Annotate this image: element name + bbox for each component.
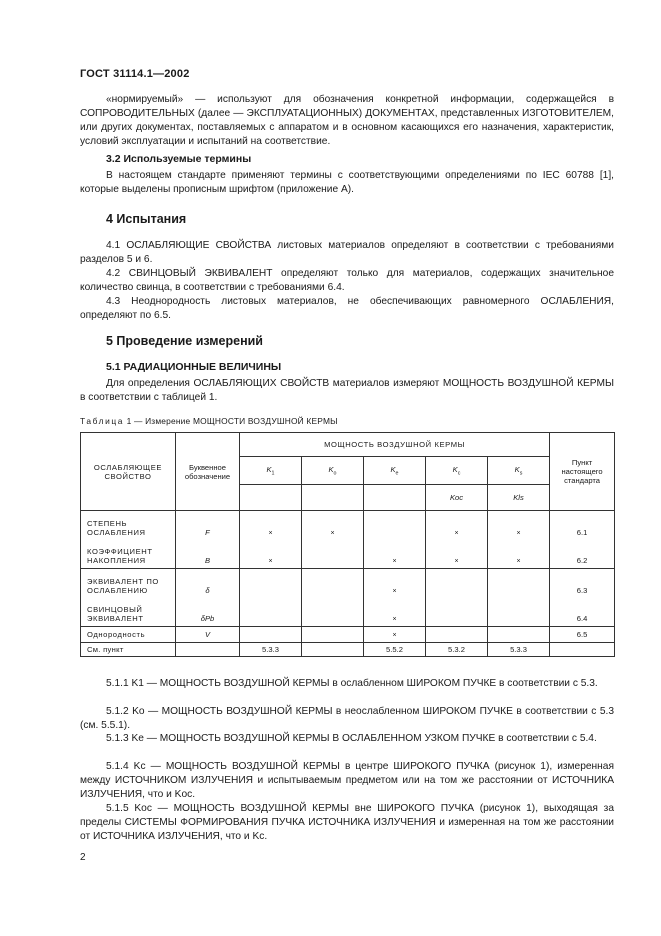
- section-4-2: 4.2 СВИНЦОВЫЙ ЭКВИВАЛЕНТ определяют только для материалов, содержащих значительное количество свинца, в соответствии с требованиями 6.4.: [80, 268, 614, 293]
- document-header: ГОСТ 31114.1—2002: [80, 68, 190, 80]
- row-mark: [426, 627, 488, 643]
- k-symbol: K: [266, 464, 272, 474]
- row-mark: [302, 598, 364, 627]
- section-3-2-title: 3.2 Используемые термины: [106, 153, 252, 165]
- row-property-name: Однородность: [81, 627, 176, 643]
- footer-value: 5.3.3: [240, 643, 302, 657]
- k-col-header-3: [426, 457, 488, 485]
- row-mark: [488, 569, 550, 598]
- section-5-1-title: 5.1 РАДИАЦИОННЫЕ ВЕЛИЧИНЫ: [106, 361, 282, 373]
- definition-5-1-4: 5.1.4 Kc — МОЩНОСТЬ ВОЗДУШНОЙ КЕРМЫ в центре ШИРОКОГО ПУЧКА (рисунок 1), измеренная между ИСТОЧНИКОМ ИЗЛУЧЕНИЯ и испытываемым предметом или на том же расстоянии от ИСТОЧНИКА ИЗЛУЧЕНИЯ, что и Koc.: [80, 761, 614, 800]
- row-property-name: КОЭФФИЦИЕНТ НАКОПЛЕНИЯ: [81, 540, 176, 569]
- k-symbol: K: [452, 464, 458, 474]
- table-row: [81, 540, 615, 569]
- row-mark: ×: [240, 511, 302, 540]
- table-caption-rest: 1 — Измерение МОЩНОСТИ ВОЗДУШНОЙ КЕРМЫ: [126, 416, 338, 426]
- row-mark: ×: [364, 598, 426, 627]
- col-header-property: ОСЛАБЛЯЮЩЕЕ СВОЙСТВО: [81, 433, 176, 511]
- row-symbol: B: [176, 540, 240, 569]
- k-col-subheader-0: [240, 485, 302, 511]
- definition-5-1-1: 5.1.1 K1 — МОЩНОСТЬ ВОЗДУШНОЙ КЕРМЫ в ослабленном ШИРОКОМ ПУЧКЕ в соответствии с 5.3.: [106, 678, 598, 689]
- row-item: 6.2: [550, 540, 615, 569]
- section-4-1: 4.1 ОСЛАБЛЯЮЩИЕ СВОЙСТВА листовых материалов определяют в соответствии с требованиями разделов 5 и 6.: [80, 240, 614, 265]
- k-subscript: 1: [271, 470, 275, 477]
- row-item: 6.1: [550, 511, 615, 540]
- col-header-item: Пункт настоящего стандарта: [550, 433, 615, 511]
- k-symbol: K: [328, 464, 334, 474]
- k-subscript: s: [519, 470, 523, 477]
- section-5-title: 5 Проведение измерений: [106, 334, 263, 348]
- section-4-title: 4 Испытания: [106, 212, 187, 226]
- section-3-2-text: В настоящем стандарте применяют термины с соответствующими определениями по IEC 60788 [1], которые выделены прописным шрифтом (приложение А).: [80, 170, 614, 195]
- row-mark: [488, 598, 550, 627]
- k-col-subheader-4: Kls: [488, 485, 550, 511]
- table-row: [81, 598, 615, 627]
- row-mark: ×: [488, 540, 550, 569]
- footer-label: См. пункт: [81, 643, 176, 657]
- k-col-header-2: [364, 457, 426, 485]
- row-symbol: δPb: [176, 598, 240, 627]
- page-number: 2: [80, 852, 86, 863]
- row-mark: ×: [488, 511, 550, 540]
- k-col-header-4: [488, 457, 550, 485]
- k-col-subheader-1: [302, 485, 364, 511]
- row-mark: ×: [426, 540, 488, 569]
- row-mark: [302, 540, 364, 569]
- row-mark: ×: [364, 540, 426, 569]
- row-mark: ×: [302, 511, 364, 540]
- table-caption: [80, 416, 338, 426]
- k-subscript: o: [333, 470, 337, 477]
- table-row: [81, 627, 615, 643]
- row-mark: ×: [240, 540, 302, 569]
- footer-value: 5.5.2: [364, 643, 426, 657]
- row-item: 6.4: [550, 598, 615, 627]
- k-col-subheader-3: Koc: [426, 485, 488, 511]
- row-mark: [302, 569, 364, 598]
- k-symbol: K: [390, 464, 396, 474]
- row-mark: [426, 598, 488, 627]
- row-mark: [240, 598, 302, 627]
- footer-value: [302, 643, 364, 657]
- row-item: 6.3: [550, 569, 615, 598]
- row-mark: [240, 569, 302, 598]
- k-col-header-0: [240, 457, 302, 485]
- col-header-symbol: Буквенное обозначение: [176, 433, 240, 511]
- table-row: [81, 511, 615, 540]
- intro-paragraph: «нормируемый» — используют для обозначения конкретной информации, содержащейся в СОПРОВОДИТЕЛЬНЫХ (далее — ЭКСПЛУАТАЦИОННЫХ) ДОКУМЕНТАХ, представленных ИЗГОТОВИТЕЛЕМ, или других документах, поставляемых с аппаратом и в основном касающихся его назначения, характеристик, условий эксплуатации и испытаний на соответствие.: [80, 94, 614, 147]
- footer-value: 5.3.3: [488, 643, 550, 657]
- k-col-subheader-2: [364, 485, 426, 511]
- row-mark: [302, 627, 364, 643]
- row-symbol: V: [176, 627, 240, 643]
- row-property-name: СТЕПЕНЬ ОСЛАБЛЕНИЯ: [81, 511, 176, 540]
- k-subscript: c: [457, 470, 461, 477]
- table-row: [81, 569, 615, 598]
- row-mark: [240, 627, 302, 643]
- definition-5-1-5: 5.1.5 Koc — МОЩНОСТЬ ВОЗДУШНОЙ КЕРМЫ вне ШИРОКОГО ПУЧКА (рисунок 1), выходящая за пределы СИСТЕМЫ ФОРМИРОВАНИЯ ПУЧКА ИСТОЧНИКА ИЗЛУЧЕНИЯ и измеренная на том же расстоянии от ИСТОЧНИКА ИЗЛУЧЕНИЯ, что и Kc.: [80, 803, 614, 842]
- row-mark: [426, 569, 488, 598]
- k-subscript: e: [395, 470, 399, 477]
- footer-item-empty: [550, 643, 615, 657]
- row-mark: ×: [426, 511, 488, 540]
- row-mark: [364, 511, 426, 540]
- row-property-name: ЭКВИВАЛЕНТ ПО ОСЛАБЛЕНИЮ: [81, 569, 176, 598]
- table-caption-word: Таблица: [80, 416, 125, 426]
- col-header-group: МОЩНОСТЬ ВОЗДУШНОЙ КЕРМЫ: [240, 433, 550, 457]
- row-property-name: СВИНЦОВЫЙ ЭКВИВАЛЕНТ: [81, 598, 176, 627]
- footer-symbol-empty: [176, 643, 240, 657]
- definition-5-1-3: 5.1.3 Ke — МОЩНОСТЬ ВОЗДУШНОЙ КЕРМЫ В ОСЛАБЛЕННОМ УЗКОМ ПУЧКЕ в соответствии с 5.4.: [106, 733, 597, 744]
- footer-value: 5.3.2: [426, 643, 488, 657]
- k-symbol: K: [514, 464, 520, 474]
- row-mark: [488, 627, 550, 643]
- row-mark: ×: [364, 627, 426, 643]
- row-mark: ×: [364, 569, 426, 598]
- kerma-table: [80, 432, 615, 657]
- row-symbol: F: [176, 511, 240, 540]
- section-4-3: 4.3 Неоднородность листовых материалов, не обеспечивающих равномерного ОСЛАБЛЕНИЯ, определяют по 6.5.: [80, 296, 614, 321]
- k-col-header-1: [302, 457, 364, 485]
- row-symbol: δ: [176, 569, 240, 598]
- definition-5-1-2: 5.1.2 Ko — МОЩНОСТЬ ВОЗДУШНОЙ КЕРМЫ в неослабленном ШИРОКОМ ПУЧКЕ в соответствии с 5.3 (см. 5.5.1).: [80, 706, 614, 731]
- section-5-1-text: Для определения ОСЛАБЛЯЮЩИХ СВОЙСТВ материалов измеряют МОЩНОСТЬ ВОЗДУШНОЙ КЕРМЫ в соответствии с таблицей 1.: [80, 378, 614, 403]
- row-item: 6.5: [550, 627, 615, 643]
